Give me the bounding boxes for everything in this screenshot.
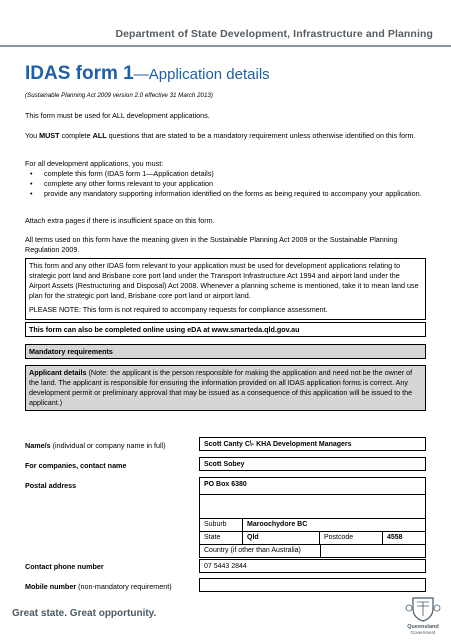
phone-field[interactable]: 07 5443 2844 (199, 559, 426, 573)
applicant-details-box: Applicant details (Note: the applicant is the person responsible for making the application and need not be the owner of the land. The applicant is responsible for ensuring the information provided on all IDAS application forms is correct. Any development permit or preliminary approval that may be issued as a consequence of this application will be issued to the applicant.) (25, 365, 426, 411)
suburb-label: Suburb (199, 518, 243, 532)
postcode-field[interactable]: 4558 (382, 531, 426, 545)
postcode-label: Postcode (319, 531, 383, 545)
footer-tagline: Great state. Great opportunity. (12, 608, 157, 619)
mobile-label: Mobile number (non-mandatory requirement) (25, 582, 172, 591)
postal-address-extra[interactable] (199, 494, 426, 519)
mandatory-requirements-header: Mandatory requirements (25, 344, 426, 359)
department-name: Department of State Development, Infrastructure and Planning (115, 28, 433, 40)
queensland-government-logo (403, 594, 443, 636)
crest-icon (403, 594, 443, 636)
intro-p4: Attach extra pages if there is insufficient space on this form. (25, 216, 215, 225)
header-rule (0, 45, 451, 47)
version-note: (Sustainable Planning Act 2009 version 2.0 effective 31 March 2013) (25, 92, 213, 99)
intro-p1: This form must be used for ALL development applications. (25, 111, 210, 120)
page-title (25, 63, 270, 85)
title-sub: —Application details (133, 66, 270, 83)
contact-name-field[interactable]: Scott Sobey (199, 457, 426, 471)
state-field[interactable]: Qld (242, 531, 320, 545)
list-item: • complete this form (IDAS form 1—Application details) (30, 169, 425, 179)
intro-p5: All terms used on this form have the meaning given in the Sustainable Planning Act 2009 or the Sustainable Planning Regulation 2009. (25, 235, 398, 254)
port-land-notice (25, 258, 426, 320)
postal-address-label: Postal address (25, 481, 77, 490)
name-label: Name/s (individual or company name in full) (25, 441, 166, 450)
country-label: Country (if other than Australia) (199, 544, 321, 558)
contact-name-label: For companies, contact name (25, 461, 127, 470)
postal-address-field[interactable]: PO Box 6380 (199, 477, 426, 495)
country-field[interactable] (320, 544, 426, 558)
intro-p2: You MUST complete ALL questions that are stated to be a mandatory requirement unless otherwise identified on this form. (25, 131, 416, 140)
suburb-field[interactable]: Maroochydore BC (242, 518, 426, 532)
phone-label: Contact phone number (25, 562, 104, 571)
title-main: IDAS form 1 (25, 63, 134, 84)
logo-text-1: Queensland (407, 624, 439, 630)
name-field[interactable]: Scott Canty C\- KHA Development Managers (199, 437, 426, 451)
intro-p3: For all development applications, you must: (25, 159, 164, 168)
notice-p2: PLEASE NOTE: This form is not required to accompany requests for compliance assessment. (29, 305, 328, 314)
state-label: State (199, 531, 243, 545)
list-item: • complete any other forms relevant to your application (30, 179, 425, 189)
online-note: This form can also be completed online using eDA at www.smarteda.qld.gov.au (25, 322, 426, 337)
requirements-list (30, 169, 425, 199)
list-item: • provide any mandatory supporting information identified on the forms as being required to accompany your application. (30, 189, 425, 199)
logo-text-2: Government (410, 630, 436, 635)
mobile-field[interactable] (199, 578, 426, 592)
notice-p1: This form and any other IDAS form relevant to your application must be used for development applications relating to strategic port land and Brisbane core port land under the Transport Infrastructure Act 1994 and airport land under the Airport Assets (Restructuring and Disposal) Act 2008. Whenever a planning scheme is mentioned, take it to mean land use plan for the strategic port land, Brisbane core port land or airport land. (29, 261, 419, 300)
